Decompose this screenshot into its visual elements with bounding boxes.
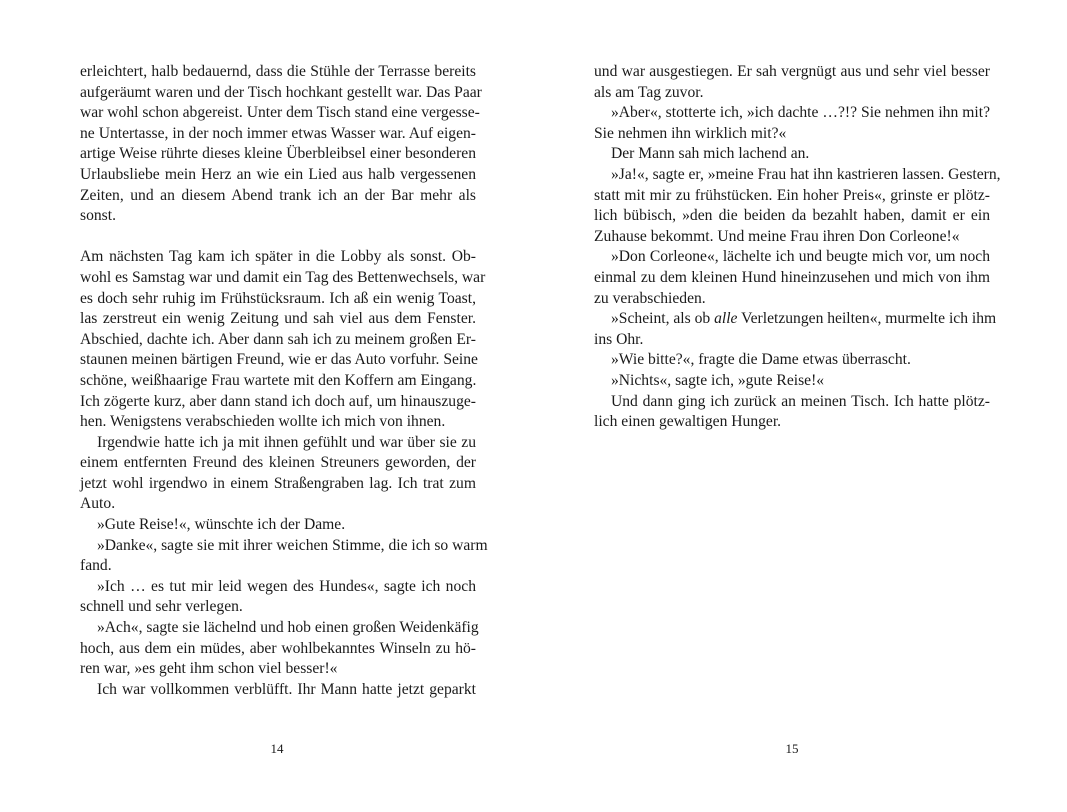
text-line: als am Tag zuvor. — [594, 83, 704, 101]
text-line: jetzt wohl irgendwo in einem Straßengraben lag. Ich trat zum — [80, 474, 476, 492]
text-line: »Wie bitte?«, fragte die Dame etwas überrascht. — [611, 351, 911, 369]
text-line: und war ausgestiegen. Er sah vergnügt aus und sehr viel besser — [594, 63, 990, 80]
text-line: Urlaubsliebe mein Herz an wie ein Lied aus halb vergessenen — [80, 165, 476, 183]
right-page — [533, 0, 1066, 812]
text-line: »Danke«, sagte sie mit ihrer weichen Stimme, die ich so warm — [97, 536, 488, 554]
text-line: fand. — [80, 557, 112, 575]
text-line: Irgendwie hatte ich ja mit ihnen gefühlt und war über sie zu — [97, 433, 476, 451]
left-page-text — [80, 62, 488, 700]
text-line: schnell und sehr verlegen. — [80, 598, 243, 616]
text-line: Ich zögerte kurz, aber dann stand ich doch auf, um hinauszuge- — [80, 392, 476, 410]
text-line: »Ach«, sagte sie lächelnd und hob einen großen Weidenkäfig — [97, 619, 479, 637]
text-line: »Gute Reise!«, wünschte ich der Dame. — [97, 516, 346, 534]
text-line: »Aber«, stotterte ich, »ich dachte …?!? Sie nehmen ihn mit? — [611, 104, 990, 122]
text-line: hoch, aus dem ein müdes, aber wohlbekanntes Winseln zu hö- — [80, 639, 476, 657]
text-line: ne Untertasse, in der noch immer etwas Wasser war. Auf eigen- — [80, 124, 476, 142]
text-line: Der Mann sah mich lachend an. — [611, 145, 810, 163]
text-line: Ich war vollkommen verblüfft. Ihr Mann hatte jetzt geparkt — [97, 680, 476, 698]
text-line: Zeiten, und an diesem Abend trank ich an der Bar mehr als — [80, 186, 476, 204]
text-line: las zerstreut ein wenig Zeitung und sah viel aus dem Fenster. — [80, 310, 476, 328]
left-page — [0, 0, 533, 812]
text-line: Sie nehmen ihn wirklich mit?« — [594, 124, 787, 142]
text-line: zu verabschieden. — [594, 289, 706, 307]
text-line: hen. Wenigstens verabschieden wollte ich mich von ihnen. — [80, 413, 446, 431]
emphasized-word: alle — [714, 310, 738, 328]
text-line: schöne, weißhaarige Frau wartete mit den Koffern am Eingang. — [80, 371, 477, 389]
page-number: 15 — [785, 741, 799, 756]
text-line: »Ich … es tut mir leid wegen des Hundes«, sagte ich noch — [97, 577, 476, 595]
text-line: es doch sehr ruhig im Frühstücksraum. Ich aß ein wenig Toast, — [80, 289, 476, 307]
text-line: ren war, »es geht ihm schon viel besser!« — [80, 660, 338, 678]
text-line: »Don Corleone«, lächelte ich und beugte mich vor, um noch — [611, 248, 990, 266]
text-line: ins Ohr. — [594, 330, 644, 348]
text-line: einmal zu dem kleinen Hund hineinzusehen und mich von ihm — [594, 268, 990, 286]
text-line: lich einen gewaltigen Hunger. — [594, 413, 782, 431]
text-line: Auto. — [80, 495, 116, 513]
text-line: staunen meinen bärtigen Freund, wie er das Auto vorfuhr. Seine — [80, 351, 478, 369]
text-line: erleichtert, halb bedauernd, dass die Stühle der Terrasse bereits — [80, 63, 476, 80]
text-line: artige Weise rührte dieses kleine Überbleibsel einer besonderen — [80, 145, 476, 163]
text-line: »Scheint, als ob alle Verletzungen heilten«, murmelte ich ihm — [611, 310, 997, 328]
text-line: Am nächsten Tag kam ich später in die Lobby als sonst. Ob- — [80, 248, 476, 266]
text-line: sonst. — [80, 207, 116, 225]
text-line: wohl es Samstag war und damit ein Tag des Bettenwechsels, war — [80, 268, 486, 286]
text-line: Abschied, dachte ich. Aber dann sah ich zu meinem großen Er- — [80, 330, 476, 348]
text-line: Und dann ging ich zurück an meinen Tisch. Ich hatte plötz- — [611, 392, 990, 410]
right-page-text — [594, 62, 1001, 433]
text-line: lich bübisch, »den die beiden da bezahlt haben, damit er ein — [594, 207, 990, 225]
text-line: »Ja!«, sagte er, »meine Frau hat ihn kastrieren lassen. Gestern, — [611, 165, 1001, 183]
text-line: »Nichts«, sagte ich, »gute Reise!« — [611, 371, 825, 389]
text-line: einem entfernten Freund des kleinen Streuners geworden, der — [80, 454, 476, 472]
page-number: 14 — [270, 741, 284, 756]
text-line: war wohl schon abgereist. Unter dem Tisch stand eine vergesse- — [80, 104, 480, 122]
text-line: Zuhause bekommt. Und meine Frau ihren Don Corleone!« — [594, 227, 960, 245]
text-line: aufgeräumt waren und der Tisch hochkant gestellt war. Das Paar — [80, 83, 482, 101]
section-break — [80, 227, 476, 248]
text-line: statt mit mir zu frühstücken. Ein hoher Preis«, grinste er plötz- — [594, 186, 990, 204]
